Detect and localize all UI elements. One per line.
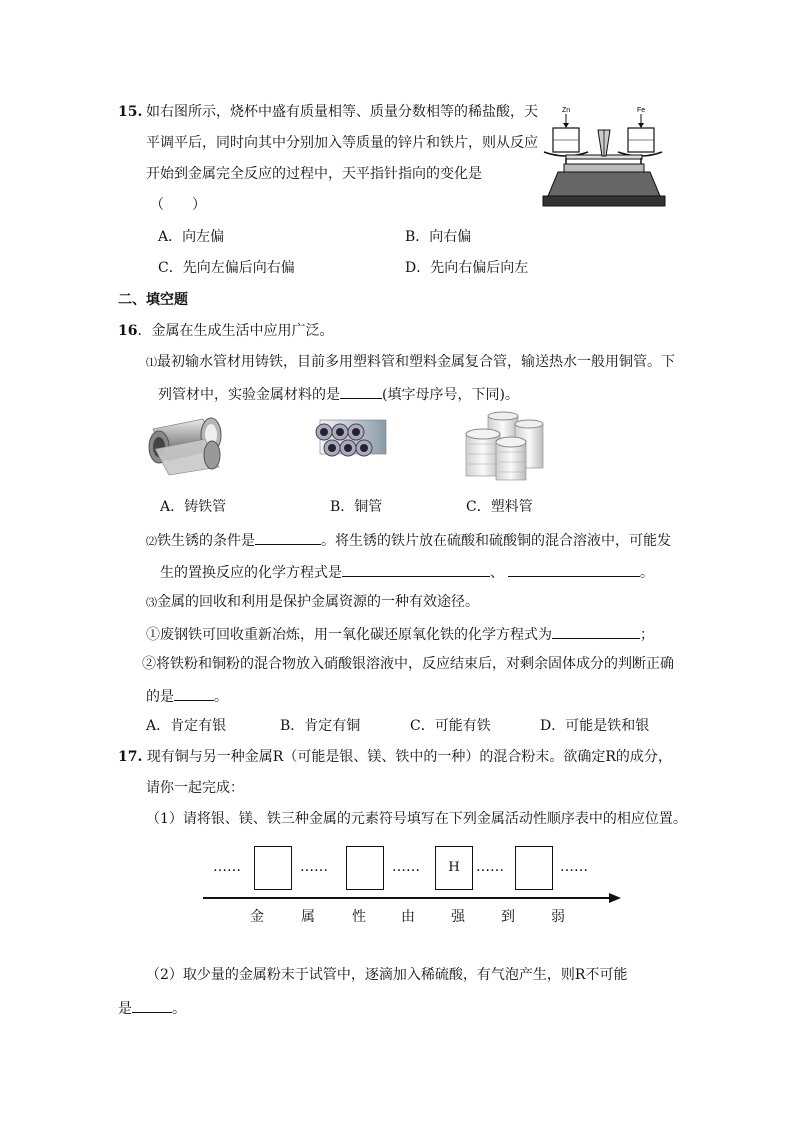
q16-part3-ii-end: 。 (214, 689, 228, 705)
series-box-hydrogen: H (435, 846, 473, 890)
axis-char-1: 金 (250, 909, 264, 925)
balance-figure (540, 100, 660, 210)
q16-part3-marker: ⑶ (146, 596, 157, 609)
q16-equation-blank-2[interactable] (508, 562, 640, 577)
q16-stem (118, 322, 333, 340)
axis-char-3: 性 (352, 909, 366, 925)
q16-part2-text1: 铁生锈的条件是 (157, 533, 255, 549)
series-box-1[interactable] (254, 846, 292, 890)
q15-text-line3: 开始到金属完全反应的过程中，天平指针指向的变化是 (146, 166, 482, 182)
q17-impossible-metal-blank[interactable] (132, 998, 172, 1013)
series-dots-4: …… (476, 859, 504, 875)
series-dots-5: …… (560, 859, 588, 875)
q16-part1-text1: 最初输水管材用铸铁，目前多用塑料管和塑料金属复合管，输送热水一般用铜管。下 (157, 354, 675, 370)
q15-text-line2: 平调平后，同时向其中分别加入等质量的锌片和铁片，则从反应 (146, 135, 538, 151)
zinc-label: Zn (562, 107, 571, 114)
q16-option-b: B．肯定有铜 (280, 718, 361, 734)
q16-co-equation-blank[interactable] (552, 624, 640, 639)
pipe-label-a: A．铸铁管 (160, 499, 227, 515)
q16-part2-text2: 。将生锈的铁片放在硫酸和硫酸铜的混合溶液中，可能发 (321, 533, 671, 549)
q16-option-c: C．可能有铁 (410, 718, 491, 734)
q16-part2-text4: 。 (640, 565, 654, 581)
q17-text1: 现有铜与另一种金属R（可能是银、镁、铁中的一种）的混合粉末。欲确定R的成分， (146, 749, 672, 765)
q17-part2-line1: （2）取少量的金属粉末于试管中，逐滴加入稀硫酸，有气泡产生，则R不可能 (146, 967, 628, 983)
q16-part1-line1 (146, 353, 675, 372)
series-dots-1: …… (213, 859, 241, 875)
q16-part3-ii-text: 的是 (146, 689, 174, 705)
q16-part1-line2 (158, 384, 519, 404)
q15-option-c: C．先向左偏后向右偏 (158, 260, 295, 276)
q15-text-line1: 如右图所示，烧杯中盛有质量相等、质量分数相等的稀盐酸，天 (146, 104, 538, 120)
q16-part3-ii-line2 (146, 686, 228, 706)
q16-part2-separator: 、 (490, 565, 504, 581)
q16-part1-text3: (填字母序号，下同)。 (382, 387, 519, 403)
q16-part3-i (146, 624, 654, 644)
q16-stem-text: ．金属在生成生活中应用广泛。 (137, 323, 334, 339)
q15-option-d: D．先向右偏后向左 (405, 260, 529, 276)
q17-part2-end: 。 (172, 1001, 186, 1017)
q17-number: 17. (118, 749, 143, 765)
q16-part3-ii-line1: ②将铁粉和铜粉的混合物放入硝酸银溶液中，反应结束后，对剩余固体成分的判断正确 (142, 656, 674, 672)
q16-part3-line (146, 593, 479, 612)
section-title: 二、填空题 (118, 292, 188, 308)
axis-char-6: 到 (501, 909, 515, 925)
q16-part2-line1 (146, 530, 671, 551)
q15-answer-paren: （ ） (150, 197, 206, 213)
axis-char-5: 强 (451, 909, 465, 925)
series-box-3[interactable] (515, 846, 553, 890)
q17-part2-line2 (118, 998, 186, 1018)
q16-part3-i-text: ①废钢铁可回收重新冶炼，用一氧化碳还原氧化铁的化学方程式为 (146, 627, 552, 643)
pipe-label-c: C．塑料管 (466, 499, 533, 515)
axis-char-7: 弱 (551, 909, 565, 925)
q16-part1-answer-blank[interactable] (340, 384, 382, 399)
q16-part2-text3: 生的置换反应的化学方程式是 (160, 565, 342, 581)
q16-part1-marker: ⑴ (146, 356, 157, 369)
series-arrow (203, 892, 633, 904)
q15-option-b: B．向右偏 (405, 229, 472, 245)
pipe-label-b: B．铜管 (330, 499, 383, 515)
q16-part1-text2: 列管材中，实验金属材料的是 (158, 387, 340, 403)
axis-char-2: 属 (301, 909, 315, 925)
series-dots-2: …… (300, 859, 328, 875)
q16-option-a: A．肯定有银 (146, 718, 227, 734)
q17-part2-text: 是 (118, 1001, 132, 1017)
q16-part2-line2 (160, 562, 654, 582)
q17-line1 (118, 748, 672, 766)
q16-number: 16 (118, 323, 138, 339)
q15-number: 15. (118, 104, 143, 120)
q16-part2-marker: ⑵ (146, 535, 157, 548)
q15-option-a: A．向左偏 (158, 229, 225, 245)
q16-option-d: D．可能是铁和银 (540, 718, 650, 734)
series-box-2[interactable] (346, 846, 384, 890)
copper-pipe-image (310, 418, 390, 476)
iron-label: Fe (637, 107, 646, 114)
q16-part3-text: 金属的回收和利用是保护金属资源的一种有效途径。 (157, 594, 479, 610)
axis-char-4: 由 (401, 909, 415, 925)
cast-iron-pipe-image (145, 415, 225, 475)
q17-line2: 请你一起完成： (146, 780, 244, 796)
q16-residue-answer-blank[interactable] (174, 686, 214, 701)
plastic-pipe-image (460, 412, 550, 482)
q16-rust-condition-blank[interactable] (255, 530, 321, 545)
q16-part3-i-end: ； (640, 627, 654, 643)
series-dots-3: …… (392, 859, 420, 875)
q17-part1: （1）请将银、镁、铁三种金属的元素符号填写在下列金属活动性顺序表中的相应位置。 (146, 811, 687, 827)
q16-equation-blank-1[interactable] (342, 562, 490, 577)
